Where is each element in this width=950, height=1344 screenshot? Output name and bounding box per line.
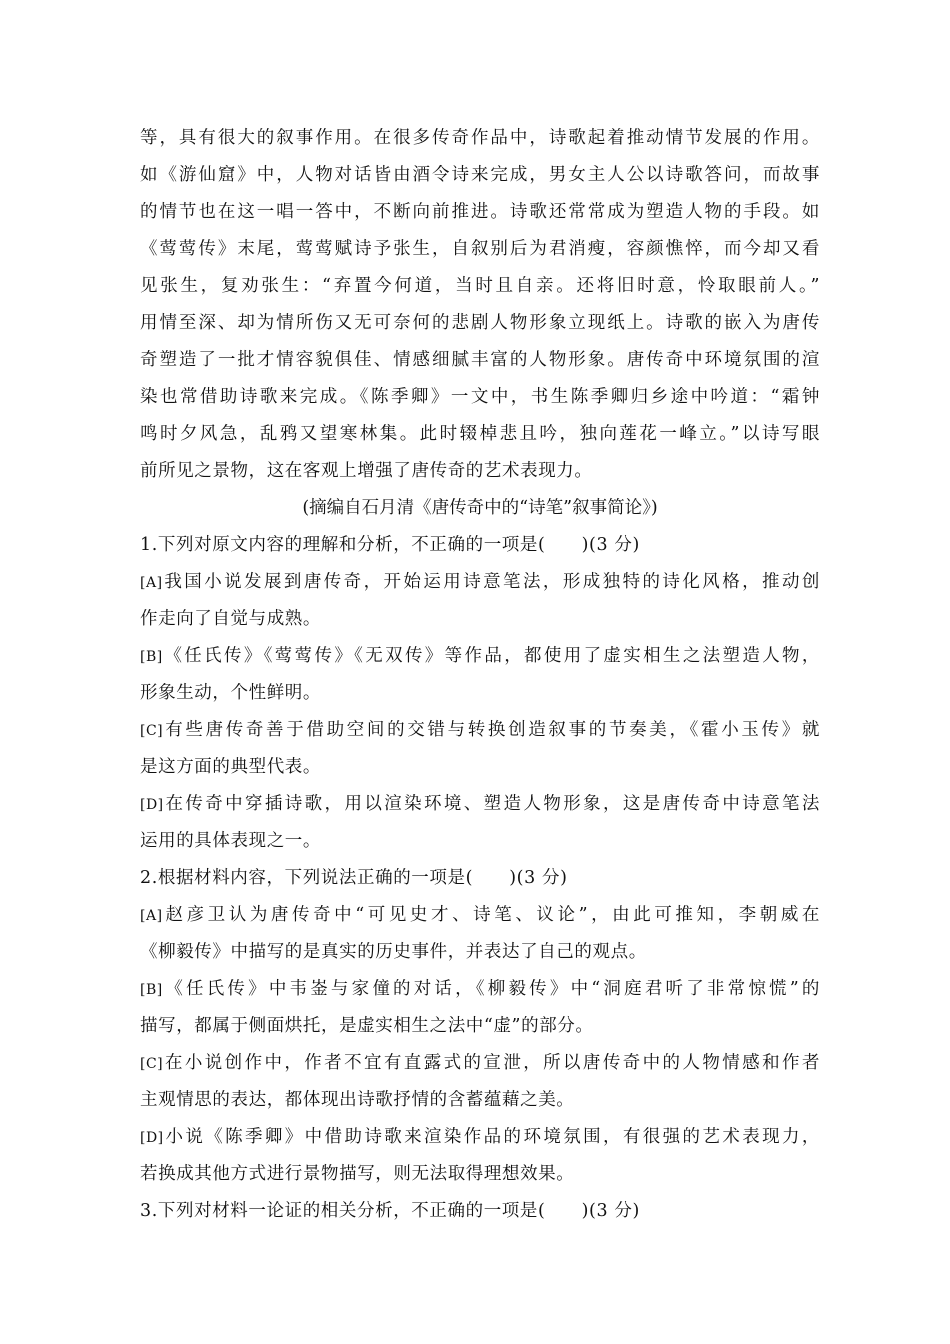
option-label: [C] bbox=[140, 723, 164, 739]
option-c-cont: 主观情思的表达，都体现出诗歌抒情的含蓄蕴藉之美。 bbox=[140, 1090, 575, 1110]
option-label: [D] bbox=[140, 1130, 164, 1146]
option-label: [A] bbox=[140, 908, 163, 924]
option-c[interactable] bbox=[140, 1051, 820, 1076]
question-stem: 1.下列对原文内容的理解和分析，不正确的一项是( )(3 分) bbox=[140, 535, 640, 555]
option-label: [C] bbox=[140, 1056, 164, 1072]
option-text: 在传奇中穿插诗歌，用以渲染环境、塑造人物形象，这是唐传奇中诗意笔法 bbox=[163, 794, 820, 814]
passage-line: 鸣时夕风急，乱鸦又望寒林集。此时辍棹悲且吟，独向莲花一峰立。”以诗写眼 bbox=[140, 424, 820, 444]
option-b-cont: 描写，都属于侧面烘托，是虚实相生之法中“虚”的部分。 bbox=[140, 1016, 594, 1036]
question-stem: 2.根据材料内容，下列说法正确的一项是( )(3 分) bbox=[140, 868, 568, 888]
option-d[interactable] bbox=[140, 792, 820, 817]
option-b[interactable] bbox=[140, 644, 820, 669]
option-label: [A] bbox=[140, 575, 163, 591]
question-stem: 3.下列对材料一论证的相关分析，不正确的一项是( )(3 分) bbox=[140, 1201, 640, 1221]
option-b-cont: 形象生动，个性鲜明。 bbox=[140, 683, 321, 703]
passage-line: 等，具有很大的叙事作用。在很多传奇作品中，诗歌起着推动情节发展的作用。 bbox=[140, 128, 820, 148]
passage-line: 前所见之景物，这在客观上增强了唐传奇的艺术表现力。 bbox=[140, 461, 593, 481]
option-text: 在小说创作中，作者不宜有直露式的宣泄，所以唐传奇中的人物情感和作者 bbox=[163, 1053, 820, 1073]
passage-line: 染也常借助诗歌来完成。《陈季卿》一文中，书生陈季卿归乡途中吟道：“霜钟 bbox=[140, 387, 820, 407]
option-text: 小说《陈季卿》中借助诗歌来渲染作品的环境氛围，有很强的艺术表现力， bbox=[163, 1127, 820, 1147]
option-label: [B] bbox=[140, 649, 163, 665]
option-a-cont: 《柳毅传》中描写的是真实的历史事件，并表达了自己的观点。 bbox=[140, 942, 647, 962]
source-citation: (摘编自石月清《唐传奇中的“诗笔”叙事简论》) bbox=[302, 498, 658, 518]
option-text: 有些唐传奇善于借助空间的交错与转换创造叙事的节奏美，《霍小玉传》就 bbox=[163, 720, 820, 740]
option-c-cont: 是这方面的典型代表。 bbox=[140, 757, 321, 777]
option-label: [D] bbox=[140, 797, 164, 813]
option-d-cont: 运用的具体表现之一。 bbox=[140, 831, 321, 851]
option-a-cont: 作走向了自觉与成熟。 bbox=[140, 609, 321, 629]
option-text: 我国小说发展到唐传奇，开始运用诗意笔法，形成独特的诗化风格，推动创 bbox=[162, 572, 820, 592]
option-a[interactable] bbox=[140, 570, 820, 595]
passage-line: 用情至深、却为情所伤又无可奈何的悲剧人物形象立现纸上。诗歌的嵌入为唐传 bbox=[140, 313, 820, 333]
passage-line: 的情节也在这一唱一答中，不断向前推进。诗歌还常常成为塑造人物的手段。如 bbox=[140, 202, 820, 222]
option-text: 《任氏传》中韦崟与家僮的对话，《柳毅传》中“洞庭君听了非常惊慌”的 bbox=[162, 979, 820, 999]
option-b[interactable] bbox=[140, 977, 820, 1002]
option-text: 《任氏传》《莺莺传》《无双传》等作品，都使用了虚实相生之法塑造人物， bbox=[162, 646, 820, 666]
passage-line: 如《游仙窟》中，人物对话皆由酒令诗来完成，男女主人公以诗歌答问，而故事 bbox=[140, 165, 820, 185]
option-text: 赵彦卫认为唐传奇中“可见史才、诗笔、议论”，由此可推知，李朝威在 bbox=[162, 905, 820, 925]
option-d-cont: 若换成其他方式进行景物描写，则无法取得理想效果。 bbox=[140, 1164, 575, 1184]
passage-line: 见张生，复劝张生：“弃置今何道，当时且自亲。还将旧时意，怜取眼前人。” bbox=[140, 276, 820, 296]
passage-line: 《莺莺传》末尾，莺莺赋诗予张生，自叙别后为君消瘦，容颜憔悴，而今却又看 bbox=[140, 239, 820, 259]
passage-line: 奇塑造了一批才情容貌俱佳、情感细腻丰富的人物形象。唐传奇中环境氛围的渲 bbox=[140, 350, 820, 370]
option-a[interactable] bbox=[140, 903, 820, 928]
option-c[interactable] bbox=[140, 718, 820, 743]
option-d[interactable] bbox=[140, 1125, 820, 1150]
option-label: [B] bbox=[140, 982, 163, 998]
